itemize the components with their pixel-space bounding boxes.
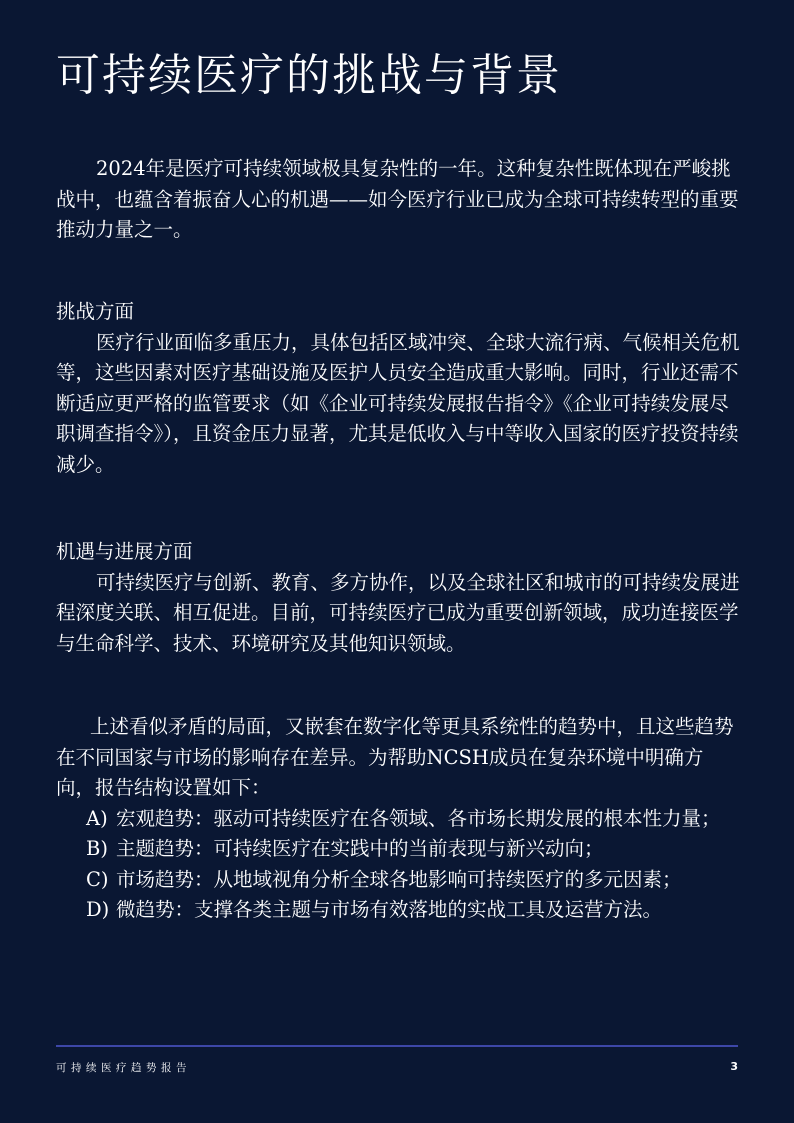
- list-marker: A): [86, 806, 108, 830]
- structure-paragraph: 上述看似矛盾的局面，又嵌套在数字化等更具系统性的趋势中，且这些趋势在不同国家与市场的影响存在差异。为帮助NCSH成员在复杂环境中明确方向，报告结构设置如下：: [56, 715, 734, 799]
- list-marker: B): [86, 837, 108, 860]
- page-title: 可持续医疗的挑战与背景: [56, 50, 562, 101]
- opportunities-heading: 机遇与进展方面: [56, 540, 193, 563]
- challenges-paragraph: 医疗行业面临多重压力，具体包括区域冲突、全球大流行病、气候相关危机等，这些因素对医疗基础设施及医护人员安全造成重大影响。同时，行业还需不断适应更严格的监管要求（如《企业可持续发展报告指令》《企业可持续发展尽职调查指令》），且资金压力显著，尤其是低收入与中等收入国家的医疗投资持续减少。: [56, 330, 740, 476]
- opportunities-section: [56, 537, 742, 659]
- list-item-text: 市场趋势：从地域视角分析全球各地影响可持续医疗的多元因素；: [116, 867, 682, 891]
- opportunities-paragraph: 可持续医疗与创新、教育、多方协作，以及全球社区和城市的可持续发展进程深度关联、相互促进。目前，可持续医疗已成为重要创新领域，成功连接医学与生命科学、技术、环境研究及其他知识领域。: [56, 570, 740, 655]
- page-number: 3: [730, 1060, 738, 1073]
- list-item: [56, 834, 742, 865]
- list-item: [56, 804, 742, 835]
- challenges-heading: 挑战方面: [56, 300, 135, 323]
- list-item: [56, 895, 742, 926]
- footer-report-title: 可持续医疗趋势报告: [56, 1062, 191, 1074]
- list-item-text: 微趋势：支撑各类主题与市场有效落地的实战工具及运营方法。: [116, 898, 663, 921]
- structure-section: [56, 712, 742, 926]
- challenges-section: [56, 297, 742, 480]
- intro-section: [56, 154, 742, 246]
- intro-paragraph: 2024年是医疗可持续领域极具复杂性的一年。这种复杂性既体现在严峻挑战中，也蕴含着振奋人心的机遇——如今医疗行业已成为全球可持续转型的重要推动力量之一。: [56, 157, 739, 241]
- list-item-text: 宏观趋势：驱动可持续医疗在各领域、各市场长期发展的根本性力量；: [116, 806, 721, 830]
- list-item: [56, 865, 742, 896]
- list-marker: D): [86, 898, 110, 921]
- footer-divider: [56, 1045, 738, 1047]
- list-marker: C): [86, 867, 109, 891]
- list-item-text: 主题趋势：可持续医疗在实践中的当前表现与新兴动向；: [116, 837, 604, 860]
